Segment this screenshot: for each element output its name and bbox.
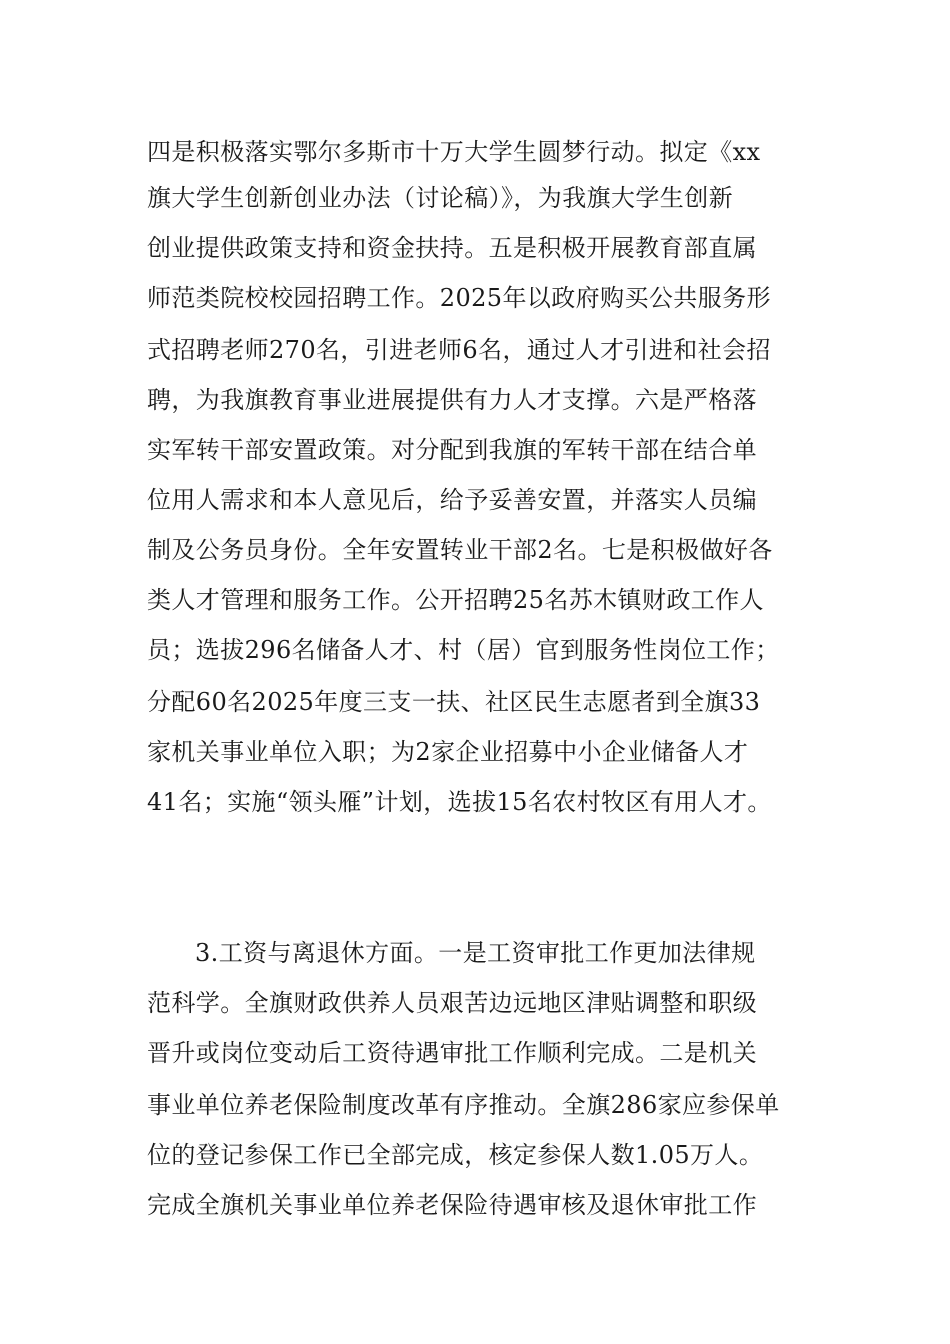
text-line: 41名；实施“领头雁”计划，选拔15名农村牧区有用人才。: [147, 788, 772, 816]
section-heading-line: 3.工资与离退休方面。一是工资审批工作更加法律规: [195, 939, 756, 967]
text-line: 类人才管理和服务工作。公开招聘25名苏木镇财政工作人: [147, 586, 764, 614]
text-line: 四是积极落实鄂尔多斯市十万大学生圆梦行动。拟定《xx: [147, 138, 761, 166]
text-line: 分配60名2025年度三支一扶、社区民生志愿者到全旗33: [147, 688, 761, 716]
text-line: 式招聘老师270名，引进老师6名，通过人才引进和社会招: [147, 336, 771, 364]
text-line: 位用人需求和本人意见后，给予妥善安置，并落实人员编: [147, 486, 757, 514]
text-line: 范科学。全旗财政供养人员艰苦边远地区津贴调整和职级: [147, 989, 757, 1017]
text-line: 创业提供政策支持和资金扶持。五是积极开展教育部直属: [147, 234, 757, 262]
text-line: 师范类院校校园招聘工作。2025年以政府购买公共服务形: [147, 284, 771, 312]
text-line: 制及公务员身份。全年安置转业干部2名。七是积极做好各: [147, 536, 773, 564]
text-line: 聘，为我旗教育事业进展提供有力人才支撑。六是严格落: [147, 386, 757, 414]
text-line: 员；选拔296名储备人才、村（居）官到服务性岗位工作；: [147, 636, 780, 664]
text-line: 旗大学生创新创业办法（讨论稿）》，为我旗大学生创新: [147, 184, 733, 212]
text-line: 家机关事业单位入职；为2家企业招募中小企业储备人才: [147, 738, 749, 766]
text-line: 晋升或岗位变动后工资待遇审批工作顺利完成。二是机关: [147, 1039, 757, 1067]
text-line: 完成全旗机关事业单位养老保险待遇审核及退休审批工作: [147, 1191, 757, 1219]
text-line: 位的登记参保工作已全部完成，核定参保人数1.05万人。: [147, 1141, 764, 1169]
text-line: 事业单位养老保险制度改革有序推动。全旗286家应参保单: [147, 1091, 780, 1119]
text-line: 实军转干部安置政策。对分配到我旗的军转干部在结合单: [147, 436, 757, 464]
